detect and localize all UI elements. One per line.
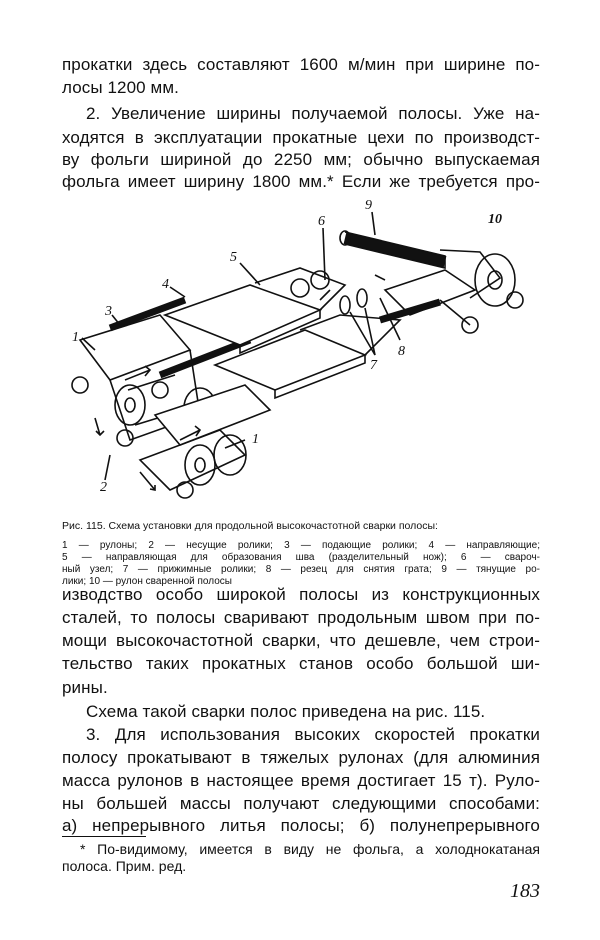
text-line: сталей, то полосы сваривают продольным швом при по-	[62, 608, 540, 627]
figure-label: 7	[370, 358, 377, 373]
figure-label: 4	[162, 277, 169, 292]
figure-label: 9	[365, 198, 372, 213]
text-line: полосу прокатывают в тяжелых рулонах (для алюминия	[62, 748, 540, 767]
text-line: ву фольги шириной до 2250 мм; обычно выпускаемая	[62, 150, 540, 169]
text-line: фольга имеет ширину 1800 мм.* Если же требуется про-	[62, 172, 540, 191]
text-line: лосы 1200 мм.	[62, 78, 179, 97]
figure-caption-line: 5 — направляющая для образования шва (разделительный нож); 6 — свароч-	[62, 552, 540, 563]
footnote-line: полоса. Прим. ред.	[62, 858, 187, 874]
figure-label: 8	[398, 344, 405, 359]
text-line: тельство таких прокатных станов особо большой ши-	[62, 654, 540, 673]
text-line: мощи высокочастотной сварки, что дешевле, чем строи-	[62, 631, 540, 650]
figure-label: 5	[230, 250, 237, 265]
text-line: а) непрерывного литья полосы; б) полунепрерывного	[62, 816, 540, 835]
figure-caption-line: ный узел; 7 — прижимные ролики; 8 — резец для снятия грата; 9 — тянущие ро-	[62, 564, 540, 575]
figure-label: 3	[105, 304, 112, 319]
figure-caption-line: лики; 10 — рулон сваренной полосы	[62, 576, 232, 587]
figure-label: 10	[488, 212, 502, 227]
text-line: масса рулонов в настоящее время достигает 15 т). Руло-	[62, 771, 540, 790]
text-line: ны большей массы получают следующими способами:	[62, 794, 540, 813]
figure-caption-title: Рис. 115. Схема установки для продольной высокочастотной сварки полосы:	[62, 520, 438, 532]
figure-label: 1	[252, 432, 259, 447]
welding-setup-diagram	[0, 190, 600, 520]
footnote-rule	[62, 836, 146, 837]
page-number: 183	[510, 880, 540, 902]
text-line: рины.	[62, 678, 108, 697]
text-line: прокатки здесь составляют 1600 м/мин при ширине по-	[62, 55, 540, 74]
figure-label: 6	[318, 214, 325, 229]
text-line: ходятся в эксплуатации прокатные цехи по производст-	[62, 128, 540, 147]
text-line: 3. Для использования высоких скоростей прокатки	[86, 725, 540, 744]
figure-label: 2	[100, 480, 107, 495]
figure-label: 1	[72, 330, 79, 345]
text-line: 2. Увеличение ширины получаемой полосы. Уже на-	[86, 104, 540, 123]
text-line: Схема такой сварки полос приведена на рис. 115.	[86, 702, 486, 721]
figure-caption-line: 1 — рулоны; 2 — несущие ролики; 3 — подающие ролики; 4 — направляющие;	[62, 540, 540, 551]
footnote-line: * По-видимому, имеется в виду не фольга, а холоднокатаная	[80, 841, 540, 857]
text-line: изводство особо широкой полосы из конструкционных	[62, 585, 540, 604]
